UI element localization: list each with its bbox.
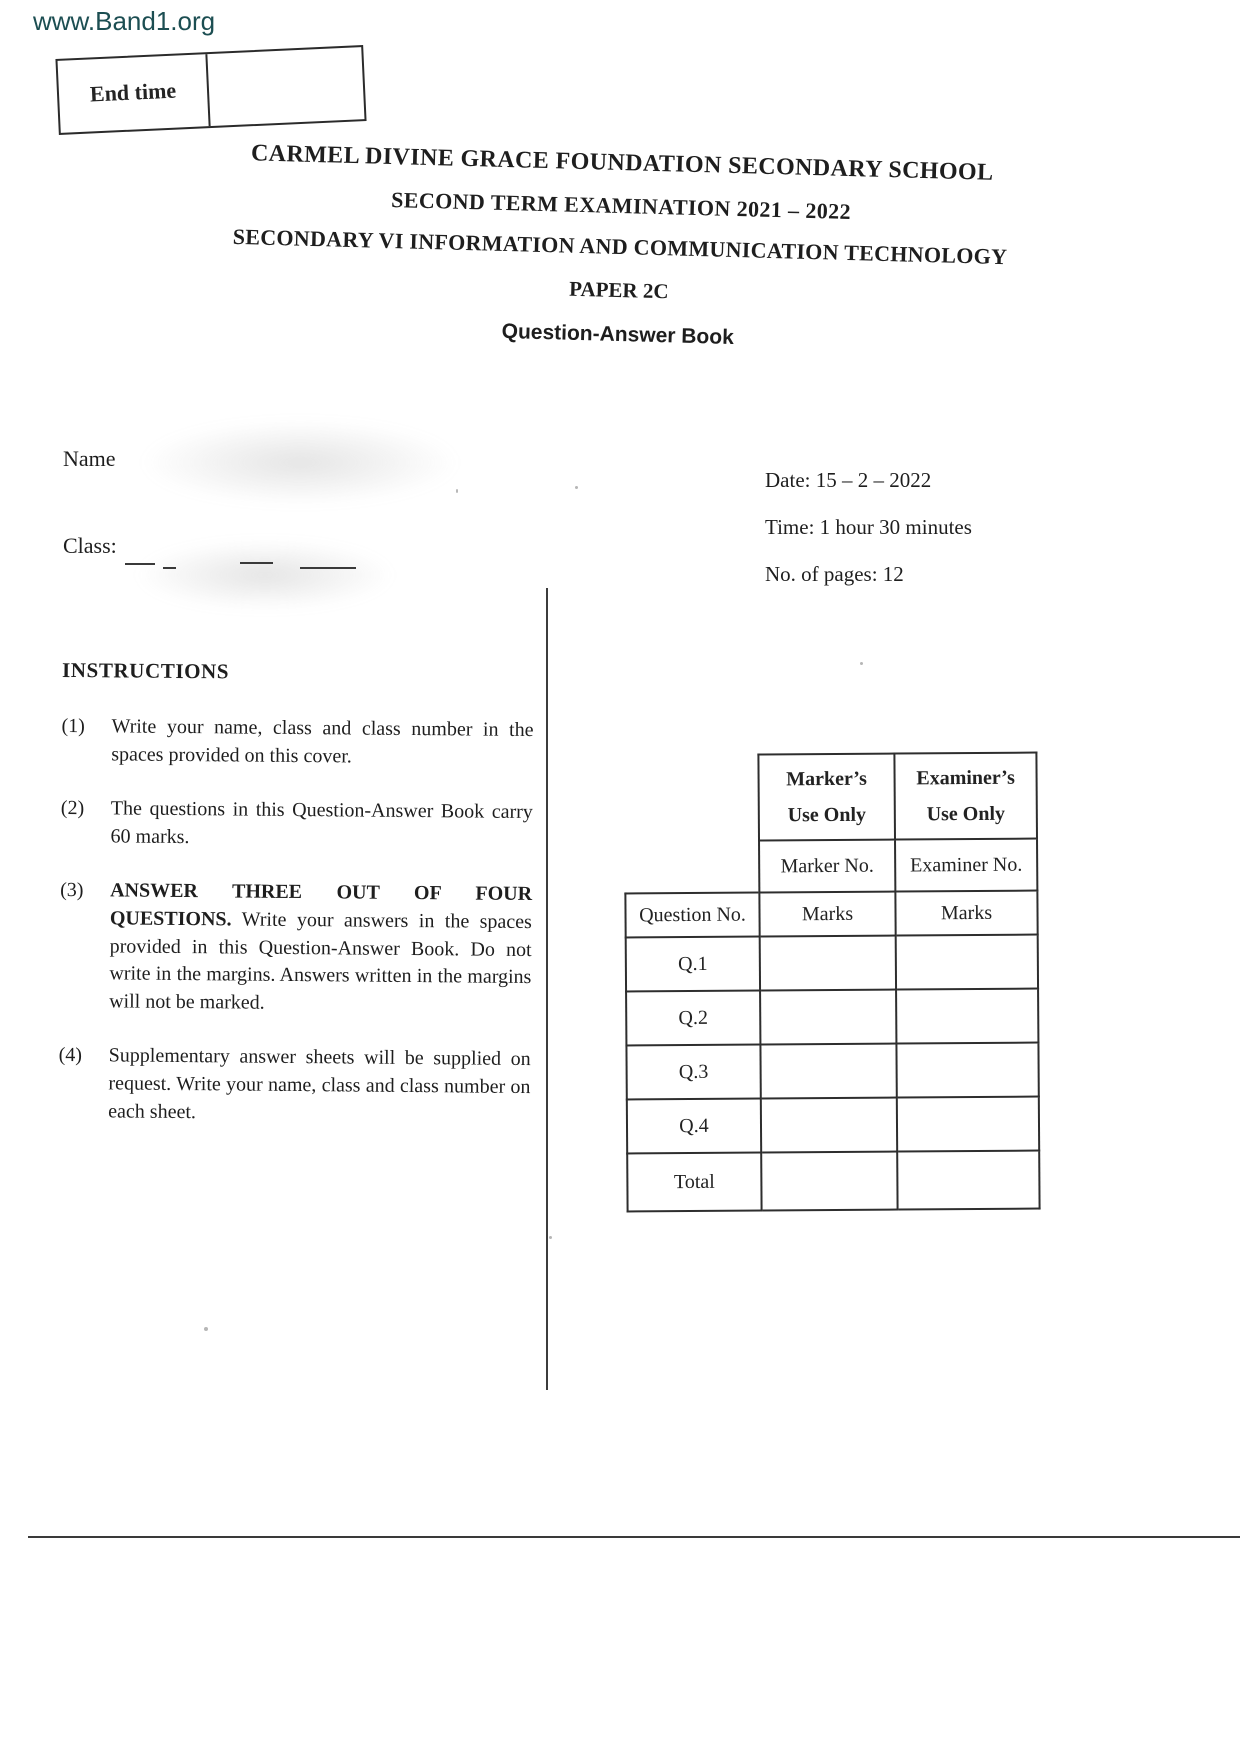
- marks-table: [623, 752, 1040, 1213]
- exam-time: Time: 1 hour 30 minutes: [765, 515, 972, 539]
- marker-marks-cell: [760, 1044, 896, 1099]
- class-blank-line: [125, 563, 155, 565]
- table-empty-corner: [624, 755, 759, 842]
- marker-marks-cell: [761, 1098, 897, 1153]
- instruction-text: Write your name, class and class number in the spaces provided on this cover.: [111, 715, 534, 768]
- instructions-section: [58, 658, 534, 1156]
- table-row: [626, 935, 1038, 992]
- paper-number: PAPER 2C: [568, 276, 669, 304]
- instruction-bold-lead: ANSWER THREE OUT OF FOUR QUESTIONS.: [109, 879, 533, 931]
- bottom-rule-line: [28, 1536, 1240, 1538]
- question-label-q1: Q.1: [626, 937, 760, 992]
- examiner-marks-cell: [896, 989, 1038, 1044]
- examiner-no-cell: Examiner No.: [895, 839, 1037, 892]
- scan-speck: [549, 1236, 552, 1239]
- instruction-text: The questions in this Question-Answer Book carry 60 marks.: [110, 797, 533, 848]
- class-label: Class:: [63, 533, 117, 558]
- redacted-name-smudge: [140, 420, 460, 505]
- marker-use-only-header: Marker’s Use Only: [758, 754, 895, 841]
- total-label: Total: [627, 1152, 761, 1211]
- instruction-number: (3): [60, 879, 84, 902]
- examiner-marks-cell: [896, 1043, 1038, 1098]
- examiner-marks-cell: [897, 1097, 1039, 1152]
- table-row: [626, 989, 1038, 1046]
- book-title: Question-Answer Book: [501, 319, 735, 350]
- examiner-use-only-header: Examiner’s Use Only: [894, 753, 1037, 840]
- class-blank-line: [163, 567, 176, 569]
- exam-title: SECOND TERM EXAMINATION 2021 – 2022: [390, 186, 852, 225]
- examiner-marks-cell: [896, 935, 1038, 990]
- subject-title: SECONDARY VI INFORMATION AND COMMUNICATION TECHNOLOGY: [232, 223, 1008, 270]
- scan-speck: [860, 662, 863, 665]
- instruction-item-2: [60, 795, 532, 854]
- title-block: [98, 136, 1143, 360]
- table-empty-corner: [625, 841, 759, 894]
- question-label-q3: Q.3: [626, 1045, 760, 1100]
- question-no-header: Question No.: [625, 893, 759, 938]
- marker-total-cell: [761, 1152, 897, 1211]
- end-time-box: [55, 45, 366, 135]
- exam-pages: No. of pages: 12: [765, 562, 904, 586]
- table-row: [626, 1043, 1038, 1100]
- question-label-q4: Q.4: [627, 1098, 761, 1153]
- instruction-item-3: [59, 877, 532, 1019]
- watermark-url: www.Band1.org: [33, 6, 216, 36]
- name-label: Name: [63, 446, 116, 471]
- redacted-class-smudge: [135, 540, 395, 610]
- examiner-total-cell: [897, 1151, 1039, 1210]
- marks-table-container: [623, 752, 1040, 1213]
- center-divider-line: [546, 588, 548, 1390]
- question-label-q2: Q.2: [626, 991, 760, 1046]
- instruction-number: (2): [60, 797, 85, 820]
- end-time-label: End time: [89, 77, 177, 107]
- school-name: CARMEL DIVINE GRACE FOUNDATION SECONDARY SCHOOL: [250, 140, 994, 186]
- examiner-marks-header: Marks: [895, 891, 1037, 936]
- instruction-number: (4): [58, 1044, 83, 1067]
- exam-info-block: [765, 468, 972, 609]
- scan-speck: [456, 489, 458, 493]
- instruction-item-4: [58, 1042, 531, 1129]
- exam-date: Date: 15 – 2 – 2022: [765, 468, 932, 492]
- marker-marks-cell: [760, 936, 896, 991]
- marker-marks-header: Marks: [759, 892, 895, 937]
- scan-speck: [575, 486, 578, 489]
- marker-no-cell: Marker No.: [759, 840, 895, 893]
- scan-speck: [204, 1327, 208, 1331]
- instruction-text-body: Write your answers in the spaces provided in this Question-Answer Book. Do not write in the margins. Answers written in the margins will not be marked.: [109, 908, 532, 1014]
- instruction-item-1: [61, 713, 533, 772]
- marker-marks-cell: [760, 990, 896, 1045]
- instruction-text: Supplementary answer sheets will be supplied on request. Write your name, class and class number on each sheet.: [108, 1044, 531, 1123]
- instruction-number: (1): [61, 714, 85, 738]
- table-row: [627, 1097, 1039, 1154]
- instruction-text: [109, 878, 532, 1020]
- class-blank-line: [300, 567, 356, 569]
- class-blank-line: [240, 562, 273, 564]
- table-row: [627, 1151, 1039, 1212]
- instructions-heading: INSTRUCTIONS: [61, 657, 230, 684]
